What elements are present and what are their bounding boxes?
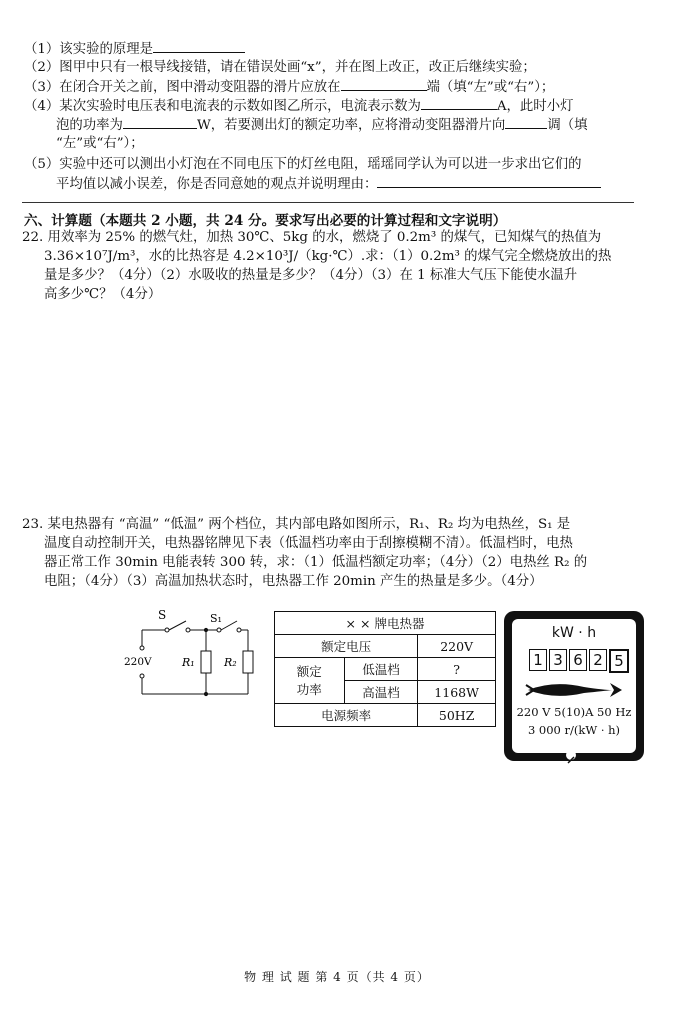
resistor-r2 <box>243 651 253 673</box>
section-divider <box>22 202 634 203</box>
q-prev-line7: （5）实验中还可以测出小灯泡在不同电压下的灯丝电阻，瑶瑶同学认为可以进一步求出它们的 <box>24 157 582 172</box>
meter-digit: 2 <box>589 649 607 671</box>
label-voltage: 220V <box>124 656 152 668</box>
nameplate-table <box>274 611 496 727</box>
high-gear-label: 高温档 <box>344 681 418 704</box>
answer-blank-reason[interactable] <box>377 175 601 188</box>
q-prev-line4: （4）某次实验时电压表和电流表的示数如图乙所示，电流表示数为 A，此时小灯 <box>24 99 574 114</box>
q23-line3: 器正常工作 30min 电能表转 300 转，求：（1）低温档额定功率；（4分）（2）电热丝 R₂ 的 <box>44 555 588 570</box>
label-r1: R₁ <box>182 656 195 669</box>
circuit-diagram <box>120 606 265 706</box>
label-s1: S₁ <box>210 612 222 625</box>
switch-s-blade <box>169 621 186 630</box>
meter-digit: 6 <box>569 649 587 671</box>
low-gear-value: ? <box>418 658 496 681</box>
label-s: S <box>158 608 167 622</box>
rotating-disc-arrow-icon <box>524 679 624 701</box>
frequency-label: 电源频率 <box>275 704 418 727</box>
label-r2: R₂ <box>224 656 237 669</box>
meter-face <box>512 619 636 753</box>
q-prev-line2: （2）图甲中只有一根导线接错，请在错误处画“x”，并在图上改正，改正后继续实验； <box>24 60 536 75</box>
q22-line2: 3.36×10⁷J/m³，水的比热容是 4.2×10³J/（kg·℃）.求：（1）0.2m³ 的煤气完全燃烧放出的热 <box>44 249 612 264</box>
resistor-r1 <box>201 651 211 673</box>
answer-blank-current[interactable] <box>421 97 497 110</box>
q-prev-line3: （3）在闭合开关之前，图中滑动变阻器的滑片应放在 端（填“左”或“右”）； <box>24 80 555 95</box>
q-prev-line1: （1）该实验的原理是 <box>24 40 245 59</box>
frequency-value: 50HZ <box>418 704 496 727</box>
q22-line3: 量是多少？（4分）（2）水吸收的热量是多少？（4分）（3）在 1 标准大气压下能使水温升 <box>44 268 578 283</box>
rated-voltage-label: 额定电压 <box>275 635 418 658</box>
meter-digit-decimal: 5 <box>609 649 629 673</box>
answer-blank-power[interactable] <box>123 116 197 129</box>
meter-digit: 3 <box>549 649 567 671</box>
meter-revolutions: 3 000 r/(kW · h) <box>527 723 621 737</box>
q23-line4: 电阻；（4分）（3）高温加热状态时，电热器工作 20min 产生的热量是多少。（4分） <box>44 574 543 589</box>
meter-unit: kW · h <box>551 625 597 641</box>
meter-digit: 1 <box>529 649 547 671</box>
meter-digits <box>529 649 631 673</box>
energy-meter <box>504 611 644 761</box>
answer-blank-slider-end[interactable] <box>341 78 427 91</box>
low-gear-label: 低温档 <box>344 658 418 681</box>
q22-line1: 22. 用效率为 25% 的燃气灶，加热 30℃、5kg 的水，燃烧了 0.2m³ 的煤气，已知煤气的热值为 <box>22 230 602 245</box>
answer-blank-direction[interactable] <box>505 116 547 129</box>
q23-line1: 23. 某电热器有 “高温” “低温” 两个档位，其内部电路如图所示，R₁、R₂ 均为电热丝，S₁ 是 <box>22 517 571 532</box>
q-prev-line8: 平均值以减小误差，你是否同意她的观点并说明理由： <box>56 175 601 194</box>
q-prev-line5: 泡的功率为 W，若要测出灯的额定功率，应将滑动变阻器滑片向 调（填 <box>56 118 588 133</box>
screw-icon <box>566 750 576 760</box>
answer-blank-principle[interactable] <box>153 40 245 53</box>
nameplate-title: × × 牌电热器 <box>275 612 496 635</box>
high-gear-value: 1168W <box>418 681 496 704</box>
q23-line2: 温度自动控制开关，电热器铭牌见下表（低温档功率由于刮擦模糊不清）。低温档时，电热 <box>44 536 573 551</box>
section-title: 六、计算题（本题共 2 小题，共 24 分。要求写出必要的计算过程和文字说明） <box>24 213 507 229</box>
q-prev-line6: “左”或“右”）； <box>56 136 144 151</box>
page-footer: 物 理 试 题 第 4 页（共 4 页） <box>244 970 430 984</box>
meter-rating: 220 V 5(10)A 50 Hz <box>516 705 632 719</box>
q22-line4: 高多少℃？（4分） <box>44 287 162 302</box>
rated-power-label: 额定 功率 <box>275 658 345 704</box>
rated-voltage-value: 220V <box>418 635 496 658</box>
switch-s1-blade <box>221 621 237 630</box>
